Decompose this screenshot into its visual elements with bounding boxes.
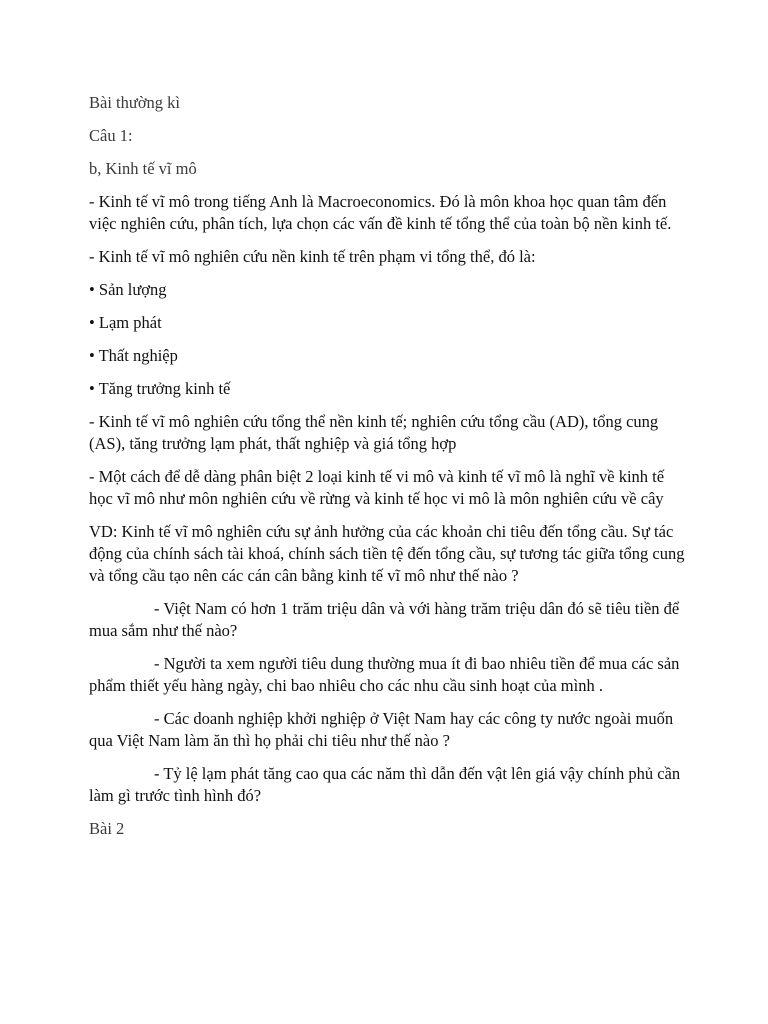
next-section-heading: Bài 2 [89, 819, 125, 838]
example-item: - Người ta xem người tiêu dung thường mua ít đi bao nhiêu tiền để mua các sản phẩm thiết yếu hàng ngày, chi bao nhiêu cho các nhu cầu sinh hoạt của mình . [89, 654, 680, 695]
document-body [89, 92, 689, 851]
section-heading: b, Kinh tế vĩ mô [89, 159, 197, 178]
example-item: - Việt Nam có hơn 1 trăm triệu dân và với hàng trăm triệu dân đó sẽ tiêu tiền để mua sắm như thế nào? [89, 599, 680, 640]
definition-paragraph: - Kinh tế vĩ mô trong tiếng Anh là Macroeconomics. Đó là môn khoa học quan tâm đến việc nghiên cứu, phân tích, lựa chọn các vấn đề kinh tế tổng thể của toàn bộ nền kinh tế. [89, 192, 672, 233]
example-paragraph: VD: Kinh tế vĩ mô nghiên cứu sự ảnh hưởng của các khoản chi tiêu đến tổng cầu. Sự tác động của chính sách tài khoá, chính sách tiền tệ đến tổng cầu, sự tương tác giữa tổng cung và tổng cầu tạo nên các cán cân bằng kinh tế vĩ mô như thế nào ? [89, 522, 685, 585]
question-heading: Câu 1: [89, 126, 133, 145]
document-title: Bài thường kì [89, 93, 180, 112]
bullet-item: • Thất nghiệp [89, 346, 178, 365]
scope-paragraph: - Kinh tế vĩ mô nghiên cứu nền kinh tế trên phạm vi tổng thể, đó là: [89, 247, 536, 266]
research-paragraph: - Kinh tế vĩ mô nghiên cứu tổng thể nền kinh tế; nghiên cứu tổng cầu (AD), tổng cung (AS), tăng trưởng lạm phát, thất nghiệp và giá tổng hợp [89, 412, 659, 453]
example-item: - Tỷ lệ lạm phát tăng cao qua các năm thì dẫn đến vật lên giá vậy chính phủ cần làm gì trước tình hình đó? [89, 764, 681, 805]
example-item: - Các doanh nghiệp khởi nghiệp ở Việt Nam hay các công ty nước ngoài muốn qua Việt Nam làm ăn thì họ phải chi tiêu như thế nào ? [89, 709, 674, 750]
bullet-item: • Sản lượng [89, 280, 167, 299]
comparison-paragraph: - Một cách để dễ dàng phân biệt 2 loại kinh tế vi mô và kinh tế vĩ mô là nghĩ về kinh tế học vĩ mô như môn nghiên cứu về rừng và kinh tế học vi mô là môn nghiên cứu về cây [89, 467, 665, 508]
bullet-item: • Lạm phát [89, 313, 162, 332]
bullet-item: • Tăng trưởng kinh tế [89, 379, 231, 398]
